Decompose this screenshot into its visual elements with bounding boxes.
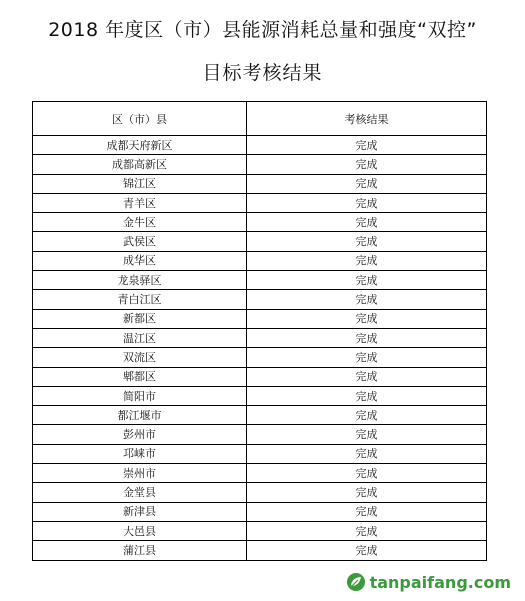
district-cell: 郫都区 <box>33 367 247 386</box>
result-cell: 完成 <box>247 367 487 386</box>
district-cell: 龙泉驿区 <box>33 271 247 290</box>
result-cell: 完成 <box>247 232 487 251</box>
table-row <box>33 386 487 405</box>
table-row <box>33 348 487 367</box>
result-cell: 完成 <box>247 309 487 328</box>
result-cell: 完成 <box>247 328 487 347</box>
table-row <box>33 271 487 290</box>
table-header-row <box>33 102 487 136</box>
district-cell: 武侯区 <box>33 232 247 251</box>
table-row <box>33 367 487 386</box>
table-row <box>33 328 487 347</box>
page-title-line1: 2018 年度区（市）县能源消耗总量和强度“双控” <box>48 19 477 41</box>
district-cell: 双流区 <box>33 348 247 367</box>
result-cell: 完成 <box>247 541 487 560</box>
watermark <box>346 572 511 592</box>
table-row <box>33 174 487 193</box>
district-cell: 成都高新区 <box>33 155 247 174</box>
table-row <box>33 136 487 155</box>
table-row <box>33 406 487 425</box>
district-cell: 彭州市 <box>33 425 247 444</box>
result-cell: 完成 <box>247 271 487 290</box>
result-cell: 完成 <box>247 155 487 174</box>
result-table <box>32 101 487 561</box>
watermark-text: tanpaifang.com <box>369 572 511 592</box>
district-cell: 金堂县 <box>33 483 247 502</box>
result-cell: 完成 <box>247 444 487 463</box>
district-cell: 都江堰市 <box>33 406 247 425</box>
leaf-logo-icon <box>346 572 366 592</box>
district-cell: 新津县 <box>33 502 247 521</box>
table-body <box>33 136 487 561</box>
district-cell: 成华区 <box>33 251 247 270</box>
result-cell: 完成 <box>247 251 487 270</box>
table-row <box>33 232 487 251</box>
table-row <box>33 251 487 270</box>
result-cell: 完成 <box>247 213 487 232</box>
district-cell: 青白江区 <box>33 290 247 309</box>
district-cell: 新都区 <box>33 309 247 328</box>
table-row <box>33 521 487 540</box>
district-cell: 蒲江县 <box>33 541 247 560</box>
result-cell: 完成 <box>247 193 487 212</box>
result-cell: 完成 <box>247 521 487 540</box>
page-title-line2: 目标考核结果 <box>202 62 323 84</box>
result-cell: 完成 <box>247 425 487 444</box>
table-row <box>33 290 487 309</box>
district-cell: 崇州市 <box>33 464 247 483</box>
table-row <box>33 444 487 463</box>
table-row <box>33 425 487 444</box>
result-cell: 完成 <box>247 290 487 309</box>
result-cell: 完成 <box>247 406 487 425</box>
result-cell: 完成 <box>247 174 487 193</box>
table-row <box>33 502 487 521</box>
district-cell: 金牛区 <box>33 213 247 232</box>
district-cell: 简阳市 <box>33 386 247 405</box>
district-cell: 邛崃市 <box>33 444 247 463</box>
result-cell: 完成 <box>247 483 487 502</box>
district-cell: 大邑县 <box>33 521 247 540</box>
column-header-result: 考核结果 <box>247 102 487 136</box>
table-row <box>33 193 487 212</box>
table-row <box>33 155 487 174</box>
result-cell: 完成 <box>247 136 487 155</box>
column-header-district: 区（市）县 <box>33 102 247 136</box>
result-cell: 完成 <box>247 502 487 521</box>
district-cell: 青羊区 <box>33 193 247 212</box>
table-row <box>33 483 487 502</box>
table-row <box>33 464 487 483</box>
table-row <box>33 213 487 232</box>
district-cell: 锦江区 <box>33 174 247 193</box>
result-cell: 完成 <box>247 386 487 405</box>
district-cell: 成都天府新区 <box>33 136 247 155</box>
table-row <box>33 541 487 560</box>
district-cell: 温江区 <box>33 328 247 347</box>
result-cell: 完成 <box>247 464 487 483</box>
table-row <box>33 309 487 328</box>
result-cell: 完成 <box>247 348 487 367</box>
